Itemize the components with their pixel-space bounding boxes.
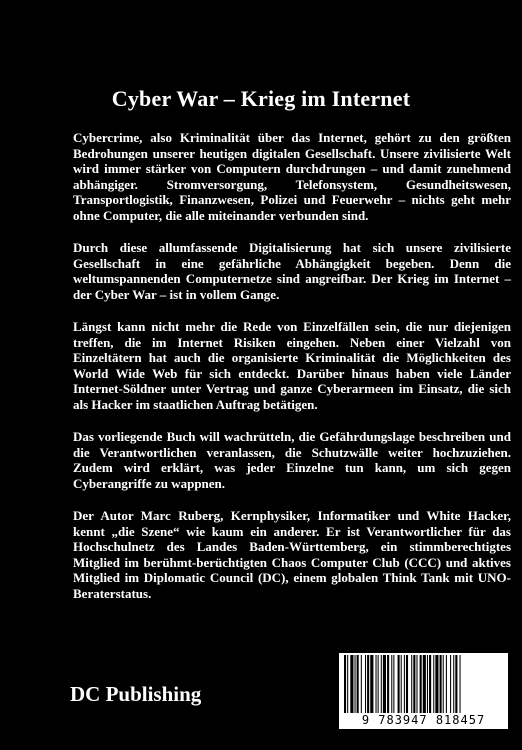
barcode-bar (406, 655, 408, 713)
barcode-bar (350, 655, 353, 713)
barcode-bar (370, 655, 373, 713)
barcode-bar (381, 655, 382, 713)
barcode-bar (413, 655, 415, 713)
blurb-paragraph-4: Das vorliegende Buch will wachrütteln, die Gefährdungslage beschreiben und die Verantwortlichen veranlassen, die Schutzwälle weiter hochzuziehen. Zudem wird erklärt, was jeder Einzelne tun kann, um sich gegen Cyberangriffe zu wappnen. (73, 429, 511, 491)
barcode-bar (347, 655, 348, 713)
barcode-bar (361, 655, 362, 713)
barcode-bar (378, 655, 379, 713)
barcode-bar (443, 655, 444, 713)
barcode-bar (423, 655, 426, 713)
barcode-bar (446, 655, 447, 713)
barcode-bar (453, 655, 454, 713)
barcode-bar (401, 655, 402, 713)
barcode-bars-graphic (343, 655, 504, 713)
book-title: Cyber War – Krieg im Internet (111, 86, 411, 111)
isbn-barcode (339, 653, 508, 729)
barcode-bar (440, 655, 442, 713)
blurb-text (73, 130, 511, 618)
blurb-paragraph-2: Durch diese allumfassende Digitalisierung hat sich unsere zivilisierte Gesellschaft in eine gefährliche Abhängigkeit begeben. Denn die weltumspannenden Computernetze sind angreifbar. Der Krieg im Internet – der Cyber War – ist in vollem Gange. (73, 240, 511, 302)
barcode-bar (357, 655, 359, 713)
barcode-bar (435, 655, 438, 713)
barcode-bar (411, 655, 412, 713)
barcode-bar (383, 655, 386, 713)
blurb-paragraph-1: Cybercrime, also Kriminalität über das Internet, gehört zu den größten Bedrohungen unserer heutigen digitalen Gesellschaft. Unsere zivilisierte Welt wird immer stärker von Computern durchdrungen – und damit zunehmend abhängiger. Stromversorgung, Telefonsystem, Gesundheitswesen, Transportlogistik, Finanzwesen, Polizei und Feuerwehr – nichts geht mehr ohne Computer, die alle miteinander verbunden sind. (73, 130, 511, 223)
barcode-bar (376, 655, 377, 713)
barcode-bar (367, 655, 369, 713)
author-bio-paragraph: Der Autor Marc Ruberg, Kernphysiker, Informatiker und White Hacker, kennt „die Szene“ wie kaum ein anderer. Er ist Verantwortlicher für das Hochschulnetz des Landes Baden-Württemberg, ein stimmberechtigtes Mitglied im berühmt-berüchtigten Chaos Computer Club (CCC) und aktives Mitglied im Diplomatic Council (DC), einem globalen Think Tank mit UNO-Beraterstatus. (73, 508, 511, 601)
barcode-bar (416, 655, 417, 713)
barcode-bar (404, 655, 405, 713)
barcode-bar (455, 655, 457, 713)
blurb-paragraph-3: Längst kann nicht mehr die Rede von Einzelfällen sein, die nur diejenigen treffen, die im Internet Risiken eingehen. Neben einer Vielzahl von Einzeltätern hat auch die organisierte Kriminalität die Möglichkeiten des World Wide Web für sich entdeckt. Darüber hinaus haben viele Länder Internet-Söldner unter Vertrag und ganze Cyberarmeen im Einsatz, die sich als Hacker im staatlichen Auftrag betätigen. (73, 319, 511, 412)
barcode-bar (433, 655, 434, 713)
barcode-bar (420, 655, 422, 713)
barcode-bar (365, 655, 366, 713)
barcode-bar (429, 655, 431, 713)
barcode-bar (460, 655, 461, 713)
barcode-bar (427, 655, 428, 713)
barcode-bar (393, 655, 394, 713)
isbn-number: 9 783947 818457 (361, 713, 486, 727)
barcode-bar (450, 655, 451, 713)
barcode-bar (387, 655, 389, 713)
barcode-bar (355, 655, 356, 713)
barcode-bar (344, 655, 346, 713)
publisher-name: DC Publishing (70, 682, 202, 706)
barcode-bar (391, 655, 392, 713)
barcode-bar (398, 655, 400, 713)
